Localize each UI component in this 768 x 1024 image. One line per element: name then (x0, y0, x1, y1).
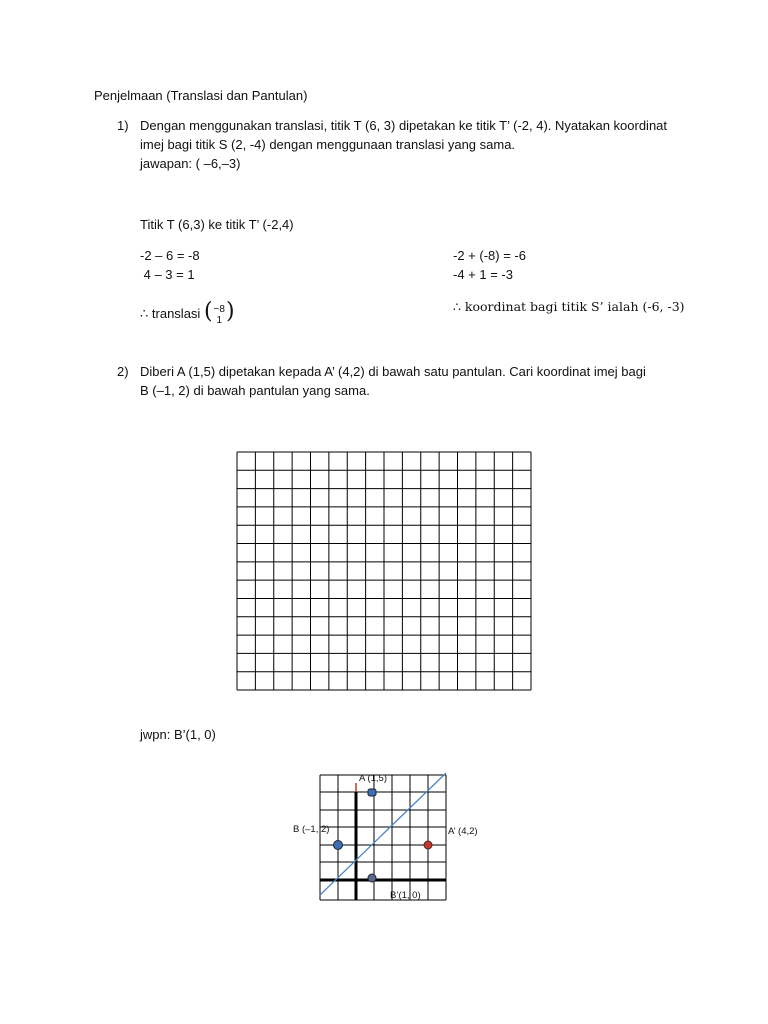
label-b-prime: B’(1, 0) (390, 890, 421, 901)
point-a-prime (424, 841, 432, 849)
reflection-diagram (280, 765, 510, 905)
q2-text-line1: Diberi A (1,5) dipetakan kepada A’ (4,2) di bawah satu pantulan. Cari koordinat imej bagi (140, 364, 646, 379)
mirror-line (320, 773, 446, 895)
q1-step-title: Titik T (6,3) ke titik T’ (-2,4) (140, 217, 294, 232)
q2-answer: jwpn: B’(1, 0) (140, 727, 216, 742)
q1-conclusion: ∴ koordinat bagi titik S’ ialah (-6, -3) (453, 299, 685, 314)
q1-translation-result (140, 299, 235, 327)
matrix-bottom: 1 (216, 314, 223, 326)
blank-grid (236, 451, 532, 691)
document-title: Penjelmaan (Translasi dan Pantulan) (94, 88, 308, 103)
q1-text-line1: Dengan menggunakan translasi, titik T (6, 3) dipetakan ke titik T’ (-2, 4). Nyatakan koordinat (140, 118, 668, 133)
q1-left-calc-2: 4 – 3 = 1 (140, 267, 195, 282)
q1-number: 1) (117, 118, 129, 133)
q1-answer: jawapan: ( –6,–3) (140, 156, 241, 171)
q1-left-calc-1: -2 – 6 = -8 (140, 248, 200, 263)
translation-matrix (214, 304, 225, 326)
point-b (334, 841, 343, 850)
q1-text-line2: imej bagi titik S (2, -4) dengan menggunaan translasi yang sama. (140, 137, 516, 152)
q1-right-calc-2: -4 + 1 = -3 (453, 267, 513, 282)
label-b: B (–1, 2) (293, 824, 330, 835)
point-a (368, 789, 376, 796)
q1-right-calc-1: -2 + (-8) = -6 (453, 248, 526, 263)
translation-label: translasi (151, 306, 201, 321)
q2-text-line2: B (–1, 2) di bawah pantulan yang sama. (140, 383, 370, 398)
matrix-right-paren: ) (225, 299, 235, 324)
point-b-prime (368, 874, 376, 882)
q2-number: 2) (117, 364, 129, 379)
matrix-left-paren: ( (203, 299, 213, 324)
label-a-prime: A’ (4,2) (448, 826, 478, 837)
therefore-symbol: ∴ (140, 306, 149, 321)
label-a: A (1,5) (359, 773, 387, 784)
matrix-top: −8 (213, 303, 225, 315)
